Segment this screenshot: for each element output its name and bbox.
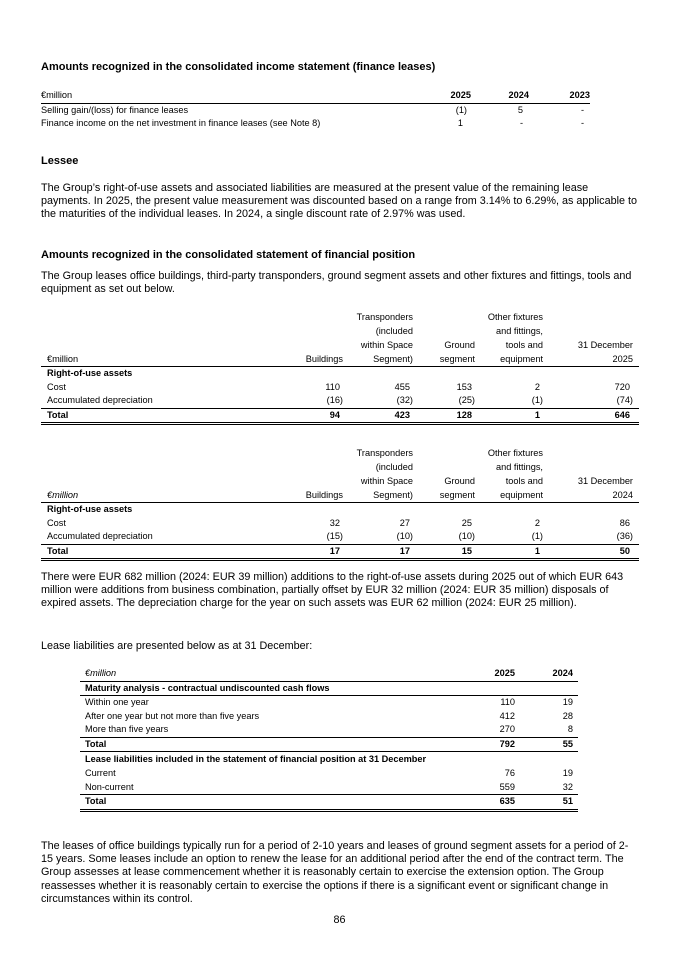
table-row: Non-current 559 32 (80, 781, 578, 795)
table-row: Within one year 110 19 (85, 697, 573, 707)
col-2024: 2024 (520, 667, 578, 681)
subhead-row: Right-of-use assets (47, 368, 133, 378)
col-other-fixtures: Other fixtures and fittings, tools and equipment (475, 310, 543, 367)
subhead-row: Maturity analysis - contractual undiscounted cash flows (80, 681, 578, 696)
col-ground-segment: Ground segment (413, 446, 475, 503)
table-header-row (41, 446, 639, 503)
table-row: After one year but not more than five years 412 28 (85, 710, 573, 721)
unit-label: €million (41, 310, 255, 367)
page-number: 86 (333, 914, 346, 926)
col-total: 31 December 2024 (543, 446, 639, 503)
financial-position-intro: The Group leases office buildings, third-party transponders, ground segment assets and other fixtures and fittings, tools and equipment as set out below. (41, 270, 632, 296)
table-row: Accumulated depreciation (16) (32) (25) (1) (74) (41, 394, 639, 408)
total-row: Total 635 51 (80, 795, 578, 811)
table-header-row (41, 89, 590, 103)
lessee-paragraph: The Group’s right-of-use assets and associated liabilities are measured at the present value of the remaining lease payments. In 2025, the present value measurement was discounted based on a range from 3.14% to 6.29%, as applicable to the maturities of the individual leases. In 2024, a single discount rate of 2.97% was used. (41, 182, 637, 221)
finance-lease-income-heading: Amounts recognized in the consolidated income statement (finance leases) (41, 61, 436, 73)
table-row: Cost 32 27 25 2 86 (47, 517, 630, 528)
lessee-heading: Lessee (41, 155, 79, 167)
col-2024: 2024 (471, 89, 529, 103)
additions-paragraph: There were EUR 682 million (2024: EUR 39 million) additions to the right-of-use assets during 2025 out of which EUR 643 million were additions from business combination, partially offset by EUR 32 million (2024: EUR 35 million) disposals of expired assets. The depreciation charge for the year on such assets was EUR 62 million (2024: EUR 25 million). (41, 571, 624, 610)
col-ground-segment: Ground segment (413, 310, 475, 367)
col-total: 31 December 2025 (543, 310, 639, 367)
lease-liabilities-table (80, 667, 578, 812)
rou-assets-2025-table (41, 310, 639, 425)
closing-paragraph: The leases of office buildings typically run for a period of 2-10 years and leases of ground segment assets for a period of 2-15 years. Some leases include an option to renew the lease for an additional period after the end of the contract term. The Group assesses at lease commencement whether it is reasonably certain to exercise the extension option. The Group reassesses whether it is reasonably certain to exercise the options if there is a significant event or significant change in circumstances within its control. (41, 840, 629, 905)
total-row: Total 17 17 15 1 50 (41, 544, 639, 560)
col-other-fixtures: Other fixtures and fittings, tools and equipment (475, 446, 543, 503)
col-2025: 2025 (460, 667, 520, 681)
table-row: Current 76 19 (85, 768, 573, 778)
subhead-row: Right-of-use assets (47, 504, 133, 514)
col-transponders: Transponders (included within Space Segment) (343, 446, 413, 503)
table-row: Accumulated depreciation (15) (10) (10) (1) (36) (41, 530, 639, 544)
unit-label: €million (80, 667, 460, 681)
col-buildings: Buildings (255, 446, 343, 503)
total-row: Total 94 423 128 1 646 (41, 408, 639, 424)
col-transponders: Transponders (included within Space Segment) (343, 310, 413, 367)
rou-assets-2024-table (41, 446, 639, 561)
col-2025: 2025 (410, 89, 471, 103)
unit-label: €million (41, 89, 410, 103)
finance-lease-income-table (41, 89, 590, 131)
total-row: Total 792 55 (80, 737, 578, 752)
table-row: Cost 110 455 153 2 720 (47, 381, 630, 392)
table-header-row (80, 667, 578, 681)
unit-label: €million (41, 446, 255, 503)
financial-position-heading: Amounts recognized in the consolidated statement of financial position (41, 249, 416, 261)
table-row: More than five years 270 8 (80, 723, 578, 737)
table-header-row (41, 310, 639, 367)
col-2023: 2023 (529, 89, 590, 103)
table-row: Selling gain/(loss) for finance leases (1) 5 - (41, 104, 584, 115)
table-row: Finance income on the net investment in finance leases (see Note 8) 1 - - (41, 118, 584, 128)
lease-liabilities-intro: Lease liabilities are presented below as at 31 December: (41, 640, 313, 652)
subhead-row: Lease liabilities included in the statement of financial position at 31 December (85, 754, 427, 764)
col-buildings: Buildings (255, 310, 343, 367)
